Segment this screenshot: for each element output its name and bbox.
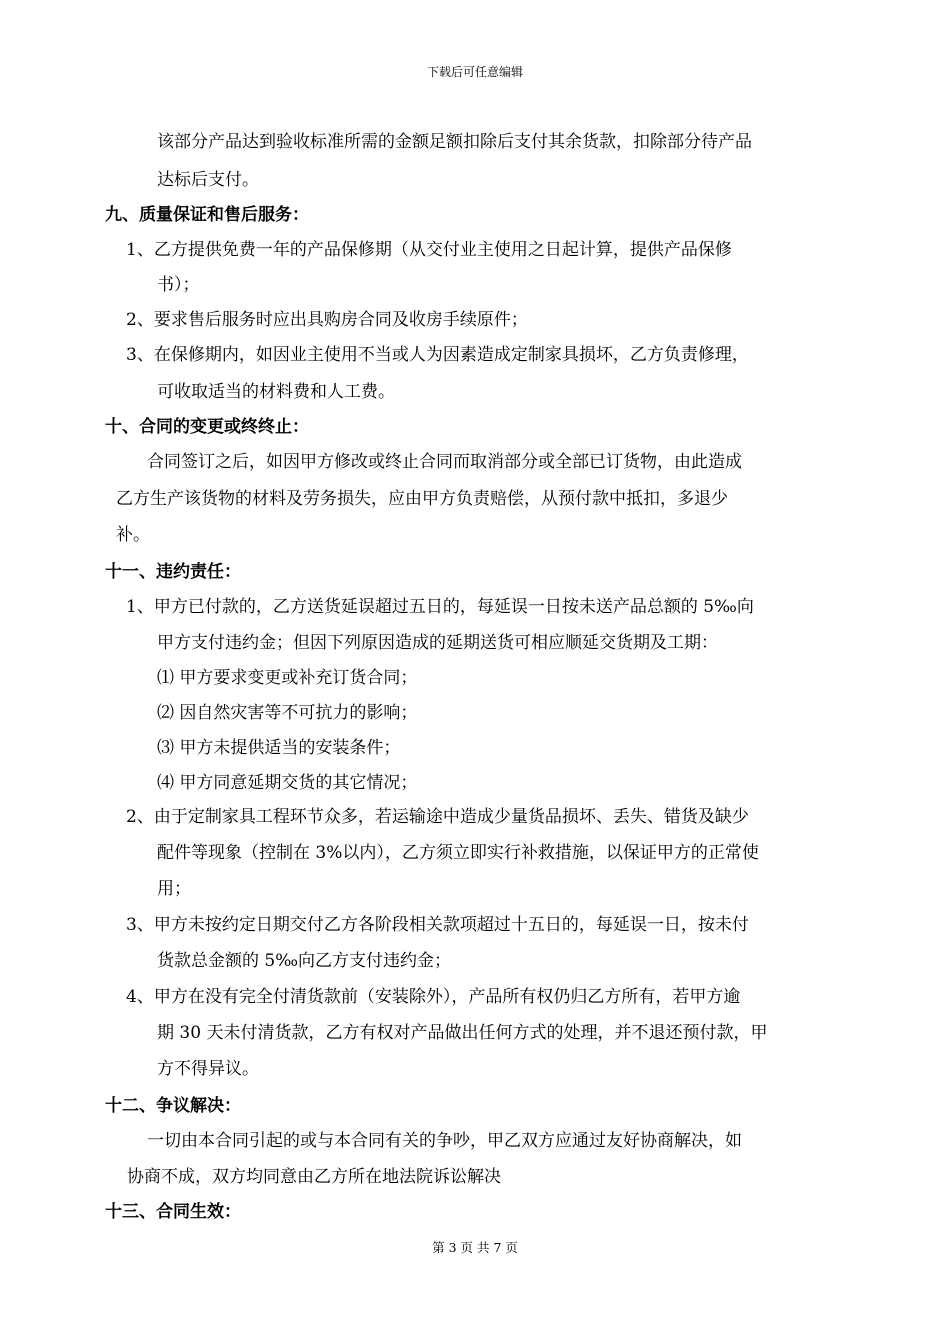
list-item-continuation: 可收取适当的材料费和人工费。 — [157, 382, 395, 402]
section-heading: 十三、合同生效： — [105, 1202, 241, 1222]
section-heading: 十一、违约责任： — [105, 562, 241, 582]
list-item: 1、甲方已付款的，乙方送货延误超过五日的，每延误一日按未送产品总额的 5‰向 — [126, 597, 754, 617]
section-heading: 十、合同的变更或终终止： — [105, 417, 309, 437]
sub-list-item: ⑴ 甲方要求变更或补充订货合同； — [157, 668, 418, 688]
page-footer: 第 3 页 共 7 页 — [432, 1240, 518, 1255]
sub-list-item: ⑷ 甲方同意延期交货的其它情况； — [157, 773, 418, 793]
body-text-line: 乙方生产该货物的材料及劳务损失，应由甲方负责赔偿，从预付款中抵扣，多退少 — [116, 489, 728, 509]
list-item-continuation: 书）； — [157, 275, 200, 295]
sub-list-item: ⑵ 因自然灾害等不可抗力的影响； — [157, 703, 418, 723]
body-text-line: 合同签订之后，如因甲方修改或终止合同而取消部分或全部已订货物，由此造成 — [147, 452, 742, 472]
list-item: 4、甲方在没有完全付清货款前（安装除外），产品所有权仍归乙方所有，若甲方逾 — [126, 987, 741, 1007]
page-header: 下载后可任意编辑 — [426, 65, 523, 79]
list-item-continuation: 期 30 天未付清货款，乙方有权对产品做出任何方式的处理，并不退还预付款，甲 — [157, 1023, 768, 1043]
list-item: 2、要求售后服务时应出具购房合同及收房手续原件； — [126, 310, 528, 330]
body-text-line: 一切由本合同引起的或与本合同有关的争吵，甲乙双方应通过友好协商解决，如 — [147, 1131, 742, 1151]
body-text-line: 补。 — [116, 525, 150, 545]
list-item-continuation: 甲方支付违约金；但因下列原因造成的延期送货可相应顺延交货期及工期： — [157, 633, 718, 653]
body-text-line: 该部分产品达到验收标准所需的金额足额扣除后支付其余货款，扣除部分待产品 — [157, 132, 752, 152]
list-item: 2、由于定制家具工程环节众多，若运输途中造成少量货品损坏、丢失、错货及缺少 — [126, 807, 749, 827]
list-item-continuation: 货款总金额的 5‰向乙方支付违约金； — [157, 951, 452, 971]
sub-list-item: ⑶ 甲方未提供适当的安装条件； — [157, 738, 401, 758]
list-item-continuation: 用； — [157, 879, 191, 899]
body-text-line: 达标后支付。 — [157, 170, 259, 190]
list-item-continuation: 配件等现象（控制在 3%以内），乙方须立即实行补救措施，以保证甲方的正常使 — [157, 843, 759, 863]
section-heading: 十二、争议解决： — [105, 1096, 241, 1116]
list-item: 1、乙方提供免费一年的产品保修期（从交付业主使用之日起计算，提供产品保修 — [126, 240, 732, 260]
body-text-line: 协商不成，双方均同意由乙方所在地法院诉讼解决 — [127, 1167, 501, 1187]
list-item: 3、甲方未按约定日期交付乙方各阶段相关款项超过十五日的，每延误一日，按未付 — [126, 915, 749, 935]
list-item-continuation: 方不得异议。 — [157, 1059, 259, 1079]
list-item: 3、在保修期内，如因业主使用不当或人为因素造成定制家具损坏，乙方负责修理， — [126, 345, 749, 365]
section-heading: 九、质量保证和售后服务： — [105, 205, 309, 225]
